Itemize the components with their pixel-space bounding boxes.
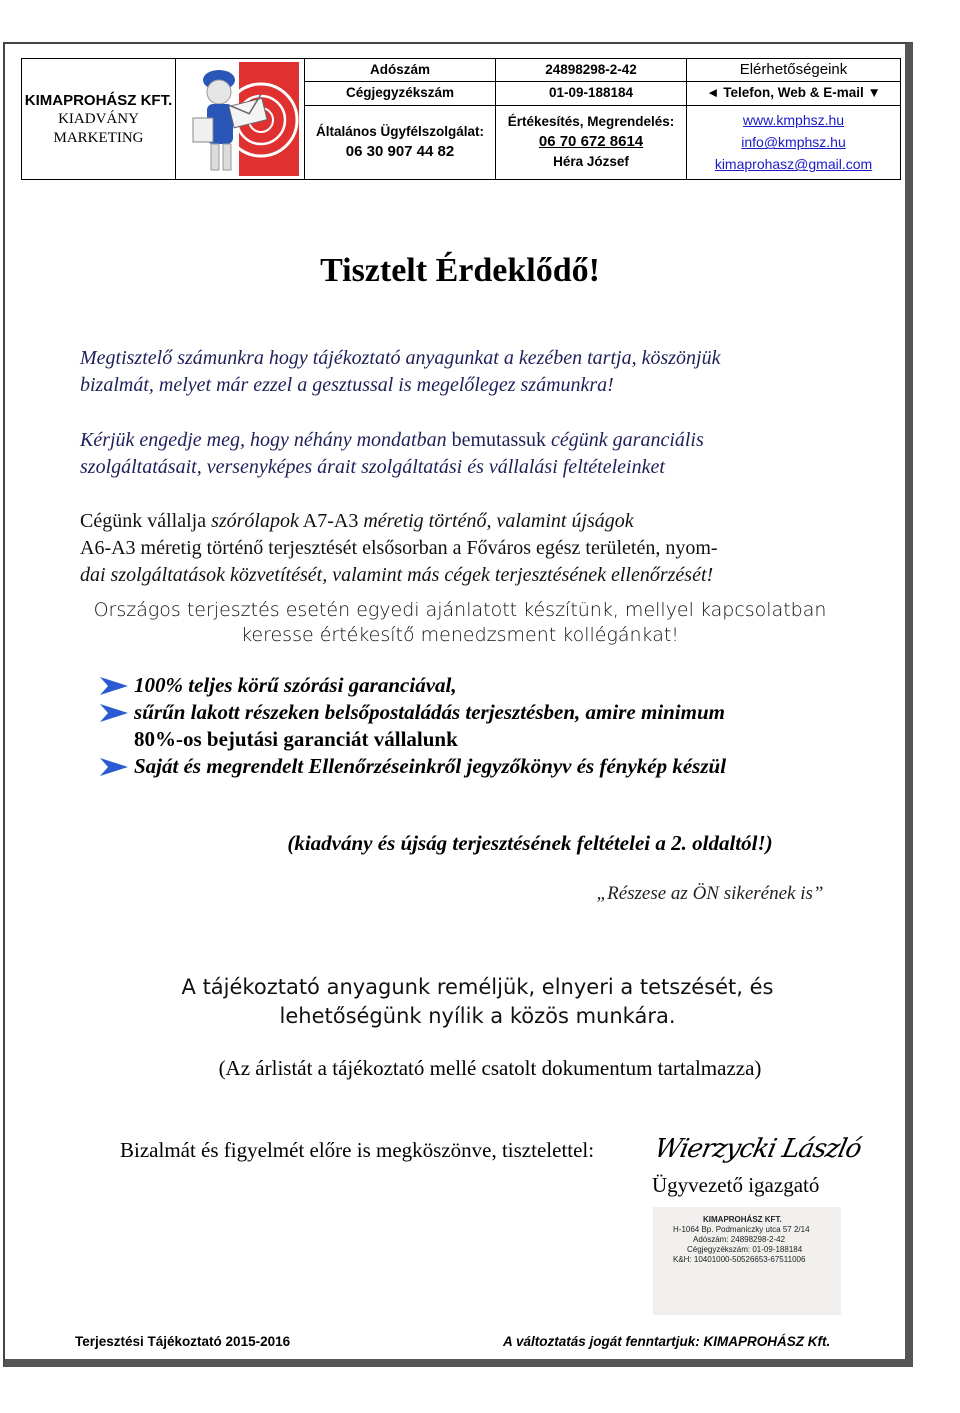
company-reg-label: Cégjegyzékszám: [305, 82, 496, 105]
contacts-title: Elérhetőségeink: [687, 59, 901, 82]
company-division-1: KIADVÁNY: [58, 110, 139, 127]
guarantee-item-1: [100, 672, 860, 699]
request-part-c: bemutassuk: [451, 429, 547, 451]
sales-phone: 06 70 672 8614: [538, 133, 644, 151]
guarantee-item-2: [100, 699, 860, 726]
tax-id-label: Adószám: [305, 59, 496, 82]
closing-sentence: Bizalmát és figyelmét előre is megköszönve, tisztelettel:: [120, 1138, 595, 1162]
request-part-b: néhány mondatban: [293, 429, 447, 451]
stamp-line-4: Cégjegyzékszám: 01-09-188184: [687, 1245, 803, 1254]
stamp-line-1: KIMAPROHÁSZ KFT.: [703, 1215, 782, 1224]
offer-part-c: A7-A3: [302, 510, 359, 532]
intro-line-2: bizalmát, melyet már ezzel a gesztussal is megelőlegez számunkra!: [80, 374, 614, 396]
stamp-line-3: Adószám: 24898298-2-42: [693, 1235, 786, 1244]
request-line-2: szolgáltatásait, versenyképes árait szolgáltatási és vállalási feltételeinket: [80, 456, 665, 478]
sales-cell: [496, 105, 687, 179]
company-division-2: MARKETING: [53, 129, 144, 146]
offer-part-a: Cégünk vállalja: [80, 510, 207, 532]
arrow-bullet-icon: [100, 704, 128, 722]
national-distribution-note: [60, 598, 860, 648]
guarantee-text-2: sűrűn lakott részeken belsőpostaládás terjesztésben, amire minimum: [134, 700, 725, 724]
company-cell: [22, 59, 176, 180]
intro-paragraph: [80, 345, 860, 399]
offer-line-2: A6-A3 méretig történő terjesztését elsősorban a Főváros egész területén, nyom-: [80, 537, 718, 559]
request-paragraph: [80, 427, 860, 481]
guarantee-text-3: Saját és megrendelt Ellenőrzéseinkről jegyzőkönyv és fénykép készül: [134, 754, 727, 778]
customer-service-cell: [305, 105, 496, 179]
mail-carrier-icon: [181, 62, 299, 176]
request-part-a: Kérjük engedje meg, hogy: [80, 429, 289, 451]
footer-right: A változtatás jogát fenntartjuk: KIMAPROHÁSZ Kft.: [503, 1334, 831, 1349]
offer-line-3: dai szolgáltatások közvetítését, valamint más cégek terjesztésének ellenőrzését!: [80, 564, 714, 586]
footer-left: Terjesztési Tájékoztató 2015-2016: [75, 1334, 291, 1349]
closing-wish: [0, 973, 955, 1031]
signature: Wierzycki László: [651, 1134, 864, 1164]
arrow-bullet-icon: [100, 758, 128, 776]
request-part-d: cégünk garanciális: [551, 429, 704, 451]
signer-title: Ügyvezető igazgató: [652, 1173, 820, 1197]
national-line-2: keresse értékesítő menedzsment kollégánkat!: [241, 624, 679, 646]
pricelist-note: (Az árlistát a tájékoztató mellé csatolt dokumentum tartalmazza): [218, 1056, 762, 1080]
sales-label: Értékesítés, Megrendelés:: [507, 114, 675, 130]
arrow-bullet-icon: [100, 677, 128, 695]
stamp-line-2: H-1064 Bp. Podmaniczky utca 57 2/14: [673, 1225, 810, 1234]
logo-cell: [176, 59, 305, 180]
motto: „Részese az ÖN sikerének is”: [596, 883, 824, 904]
email-link-info[interactable]: info@kmphsz.hu: [741, 134, 846, 151]
guarantee-list: [100, 672, 860, 780]
offer-part-d: méretig történő, valamint újságok: [363, 510, 634, 532]
sales-person: Héra József: [553, 154, 629, 170]
contacts-links-cell: [687, 105, 901, 179]
customer-service-label: Általános Ügyfélszolgálat:: [315, 124, 485, 140]
guarantee-item-3: [100, 753, 860, 780]
company-name: KIMAPROHÁSZ KFT.: [24, 91, 173, 109]
request-line-1: [80, 427, 860, 454]
offer-line-1: [80, 508, 860, 535]
contacts-subtitle: ◄ Telefon, Web & E-mail ▼: [687, 82, 901, 105]
conditions-note: (kiadvány és újság terjesztésének feltételei a 2. oldaltól!): [287, 831, 773, 855]
wish-line-1: A tájékoztató anyagunk reméljük, elnyeri a tetszését, és: [181, 975, 774, 999]
website-link[interactable]: www.kmphsz.hu: [742, 112, 845, 129]
email-link-gmail[interactable]: kimaprohasz@gmail.com: [714, 156, 873, 173]
mail-carrier-logo: [181, 62, 299, 176]
guarantee-text-1: 100% teljes körű szórási garanciával,: [134, 673, 457, 697]
offer-part-b: szórólapok: [211, 510, 299, 532]
greeting-heading: Tisztelt Érdeklődő!: [320, 252, 600, 289]
company-stamp: [653, 1207, 841, 1315]
customer-service-phone: 06 30 907 44 82: [345, 143, 455, 161]
national-line-1: Országos terjesztés esetén egyedi ajánlatott készítünk, mellyel kapcsolatban: [93, 599, 827, 621]
guarantee-text-2b: 80%-os bejutási garanciát vállalunk: [134, 727, 458, 751]
stamp-line-5: K&H: 10401000-50526653-67511006: [673, 1255, 806, 1264]
letterhead-table: [21, 58, 901, 180]
company-reg-value: 01-09-188184: [496, 82, 687, 105]
wish-line-2: lehetőségünk nyílik a közös munkára.: [279, 1004, 676, 1028]
offer-paragraph: [80, 508, 860, 589]
intro-line-1: Megtisztelő számunkra hogy tájékoztató anyagunkat a kezében tartja, köszönjük: [80, 347, 721, 369]
tax-id-value: 24898298-2-42: [496, 59, 687, 82]
